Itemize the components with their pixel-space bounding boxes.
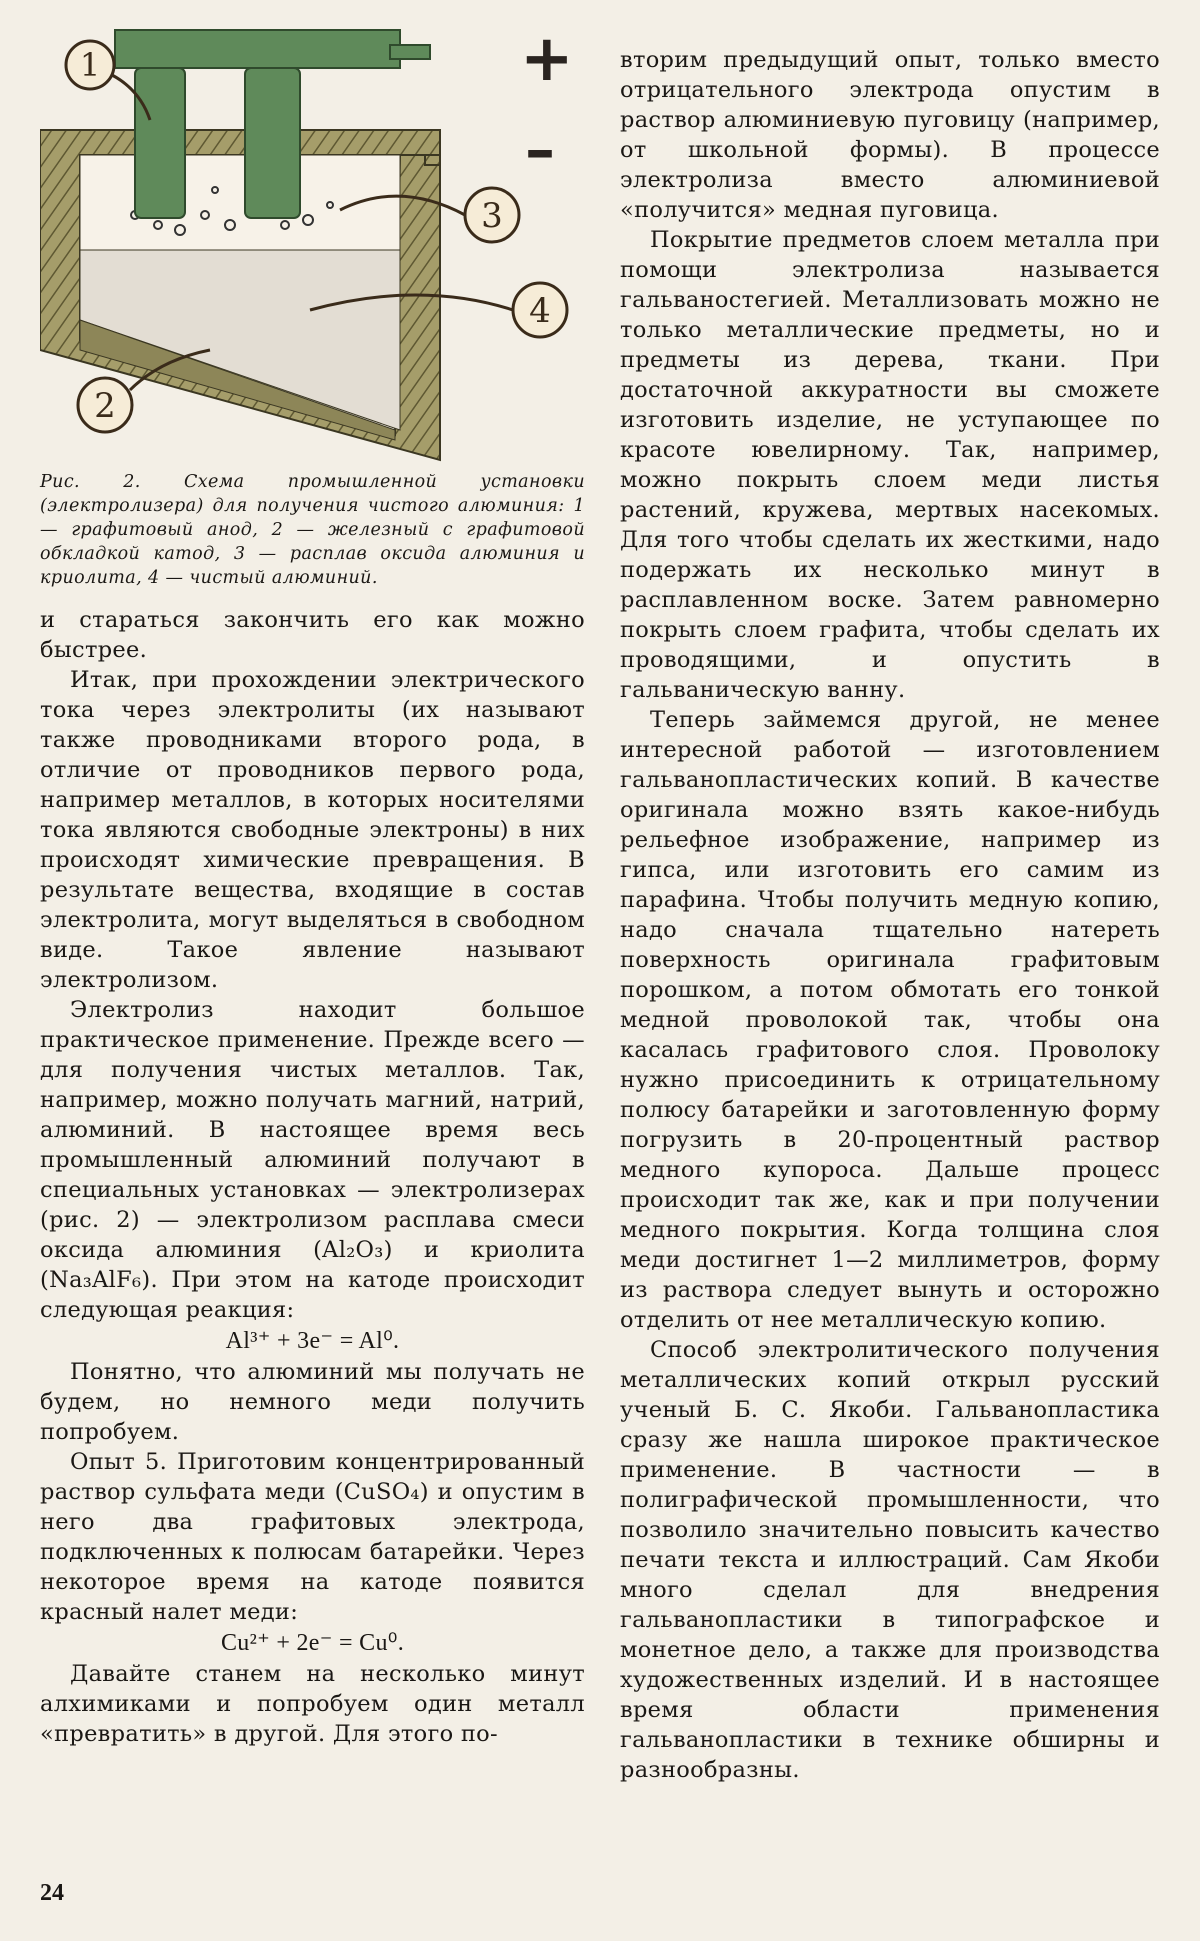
left-column [40,605,585,1749]
anode-bus-bar [115,30,400,68]
paragraph: Теперь займемся другой, не менее интересной работой — изготовлением гальванопластических копий. В качестве оригинала можно взять какое-нибудь рельефное изображение, например из гипса, или изготовить его самим из парафина. Чтобы получить медную копию, надо сначала тщательно натереть поверхность оригинала графитовым порошком, а потом обмотать его тонкой медной проволокой так, чтобы она касалась графитового слоя. Проволоку нужно присоединить к отрицательному полюсу батарейки и заготовленную форму погрузить в 20-процентный раствор медного купороса. Дальше процесс происходит так же, как и при получении медного покрытия. Когда толщина слоя меди достигнет 1—2 миллиметров, форму из раствора следует вынуть и осторожно отделить от нее металлическую копию. [620,707,1160,1333]
formula-copper: Cu²⁺ + 2e⁻ = Cu⁰. [221,1630,404,1656]
molten-mixture [80,155,400,250]
svg-text:1: 1 [79,46,101,84]
minus-sign: – [525,115,555,185]
formula-aluminium: Al³⁺ + 3e⁻ = Al⁰. [225,1328,400,1354]
figure-caption: Рис. 2. Схема промышленной установки (электролизера) для получения чистого алюминия: 1 — графитовый анод, 2 — железный с графитовой обкладкой катод, 3 — расплав оксида алюминия и криолита, 4 — чистый алюминий. [40,472,585,588]
paragraph: Покрытие предметов слоем металла при помощи электролиза называется гальваностегией. Металлизовать можно не только металлические предметы, но и предметы из дерева, ткани. При достаточной аккуратности вы сможете изготовить изделие, не уступающее по красоте ювелирному. Так, например, можно покрыть слоем меди листья растений, кружева, мертвых насекомых. Для того чтобы сделать их жесткими, надо подержать их несколько минут в расплавленном воске. Затем равномерно покрыть слоем графита, чтобы сделать их проводящими, и опустить в гальваническую ванну. [620,227,1160,703]
right-column [620,45,1160,1785]
graphite-anode-1 [135,68,185,218]
paragraph: Итак, при прохождении электрического тока через электролиты (их называют также проводниками второго рода, в отличие от проводников первого рода, например металлов, в которых носителями тока являются свободные электроны) в них происходят химические превращения. В результате вещества, входящие в состав электролита, могут выделяться в свободном виде. Такое явление называют электролизом. [40,667,585,993]
svg-text:4: 4 [529,291,551,331]
paragraph: Способ электролитического получения металлических копий открыл русский ученый Б. С. Якоби. Гальванопластика сразу же нашла широкое практическое применение. В частности — в полиграфической промышленности, что позволило значительно повысить качество печати текста и иллюстраций. Сам Якоби много сделал для внедрения гальванопластики в типографское и монетное дело, а также для производства художественных изделий. И в настоящее время области применения гальванопластики в технике обширны и разнообразны. [620,1337,1160,1783]
paragraph: Понятно, что алюминий мы получать не будем, но немного меди получить попробуем. [40,1359,585,1445]
paragraph: вторим предыдущий опыт, только вместо отрицательного электрода опустим в раствор алюминиевую пуговицу (например, от школьной формы). В процессе электролиза вместо алюминиевой «получится» медная пуговица. [620,47,1160,223]
plus-sign: + [520,22,574,96]
graphite-anode-2 [245,68,300,218]
paragraph: Электролиз находит большое практическое применение. Прежде всего — для получения чистых металлов. Так, например, можно получать магний, натрий, алюминий. В настоящее время весь промышленный алюминий получают в специальных установках — электролизерах (рис. 2) — электролизом расплава смеси оксида алюминия (Al₂O₃) и криолита (Na₃AlF₆). При этом на катоде происходит следующая реакция: [40,997,585,1323]
paragraph: Давайте станем на несколько минут алхимиками и попробуем один металл «превратить» в другой. Для этого по- [40,1661,585,1747]
page-number: 24 [40,1880,64,1906]
svg-text:2: 2 [94,386,116,426]
paragraph: Опыт 5. Приготовим концентрированный раствор сульфата меди (CuSO₄) и опустим в него два графитовых электрода, подключенных к полюсам батарейки. Через некоторое время на катоде появится красный налет меди: [40,1449,585,1625]
electrolyzer-figure [40,20,585,470]
svg-text:3: 3 [481,196,503,236]
paragraph: и стараться закончить его как можно быстрее. [40,607,585,663]
